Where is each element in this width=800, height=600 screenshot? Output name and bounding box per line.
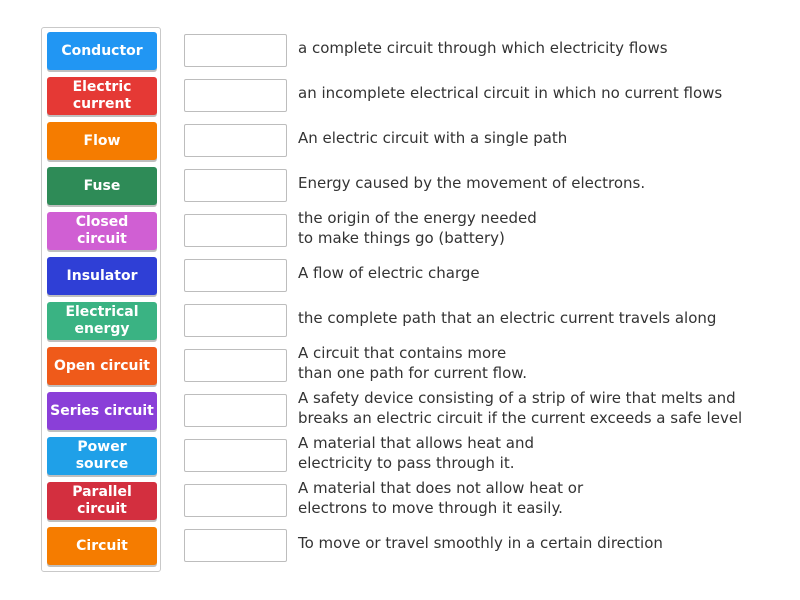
answer-tile-label: Electrical energy [65, 304, 139, 337]
definition-text: A material that does not allow heat or electrons to move through it easily. [298, 479, 584, 517]
drop-zone[interactable] [184, 169, 287, 202]
drop-zone[interactable] [184, 394, 287, 427]
definition-text: a complete circuit through which electricity flows [298, 39, 668, 57]
answer-tile-label: Parallel circuit [72, 484, 132, 517]
definition-text: A material that allows heat and electricity to pass through it. [298, 434, 534, 472]
answer-tile-label: Electric current [72, 79, 132, 112]
drop-zone[interactable] [184, 304, 287, 337]
drop-zone[interactable] [184, 259, 287, 292]
drop-zone[interactable] [184, 124, 287, 157]
answer-tile-label: Series circuit [50, 402, 154, 419]
definition-text: To move or travel smoothly in a certain direction [298, 534, 663, 552]
drop-zone[interactable] [184, 349, 287, 382]
answer-tile-label: Power source [75, 439, 129, 472]
definition-text: the complete path that an electric current travels along [298, 309, 717, 327]
answer-tile-bank [41, 27, 161, 572]
answer-tile-conductor[interactable] [47, 32, 157, 70]
drop-zone[interactable] [184, 79, 287, 112]
answer-tile-label: Conductor [61, 42, 143, 59]
answer-tile-closed-circuit[interactable] [47, 212, 157, 250]
answer-tile-label: Insulator [66, 267, 138, 284]
answer-tile-parallel-circuit[interactable] [47, 482, 157, 520]
definition-text: A safety device consisting of a strip of wire that melts and breaks an electric circuit if the current exceeds a safe level [298, 389, 743, 427]
answer-tile-label: Closed circuit [75, 214, 129, 247]
definition-text: A flow of electric charge [298, 264, 480, 282]
answer-tile-insulator[interactable] [47, 257, 157, 295]
definition-text: An electric circuit with a single path [298, 129, 568, 147]
answer-tile-electrical-energy[interactable] [47, 302, 157, 340]
answer-tile-label: Circuit [76, 537, 128, 554]
answer-tile-label: Fuse [83, 177, 121, 194]
answer-tile-fuse[interactable] [47, 167, 157, 205]
drop-zone[interactable] [184, 439, 287, 472]
answer-tile-flow[interactable] [47, 122, 157, 160]
definition-text: A circuit that contains more than one path for current flow. [298, 344, 527, 382]
answer-tile-power-source[interactable] [47, 437, 157, 475]
answer-tile-series-circuit[interactable] [47, 392, 157, 430]
definition-text: the origin of the energy needed to make things go (battery) [298, 209, 537, 247]
drop-zone[interactable] [184, 529, 287, 562]
answer-tile-circuit[interactable] [47, 527, 157, 565]
definition-text: an incomplete electrical circuit in which no current flows [298, 84, 723, 102]
answer-tile-electric-current[interactable] [47, 77, 157, 115]
answer-tile-label: Flow [83, 132, 121, 149]
drop-zone[interactable] [184, 484, 287, 517]
drop-zone[interactable] [184, 214, 287, 247]
drop-zone[interactable] [184, 34, 287, 67]
answer-tile-open-circuit[interactable] [47, 347, 157, 385]
definition-text: Energy caused by the movement of electrons. [298, 174, 646, 192]
answer-tile-label: Open circuit [53, 357, 151, 374]
